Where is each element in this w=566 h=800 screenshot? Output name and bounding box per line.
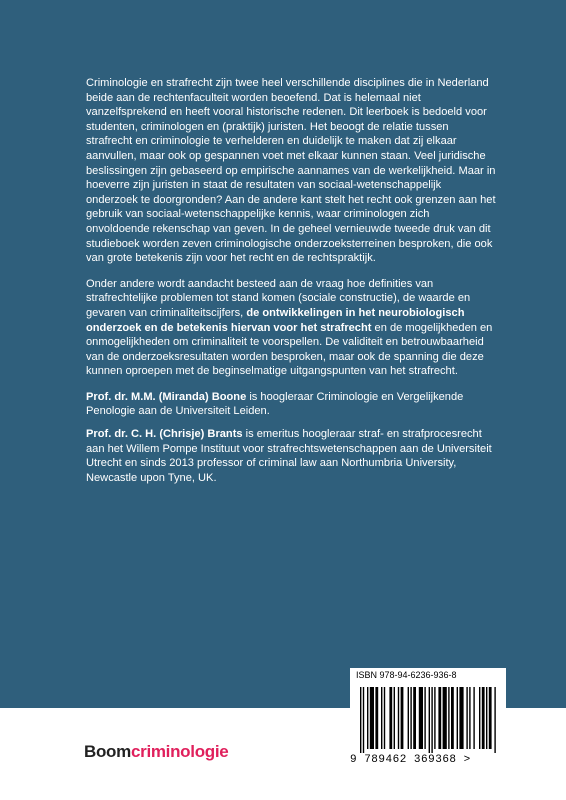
barcode-bar: [360, 687, 361, 753]
barcode-bar: [451, 687, 454, 749]
barcode-bar: [419, 687, 423, 749]
barcode-bar: [448, 687, 449, 749]
barcode-bar: [459, 687, 463, 749]
barcode: [350, 683, 506, 770]
barcode-bar: [473, 687, 474, 749]
barcode-bar: [431, 687, 432, 753]
barcode-bar: [482, 687, 485, 749]
barcode-bar: [486, 687, 487, 749]
barcode-bar: [401, 687, 404, 749]
barcode-bar: [370, 687, 374, 749]
barcode-bar: [394, 687, 395, 749]
blurb-paragraph-2-bold: de ontwikkelingen in het neurobiologisch onderzoek en de betekenis hiervan voor het strafrecht: [86, 306, 465, 334]
barcode-bar: [466, 687, 467, 749]
barcode-bar: [479, 687, 480, 749]
barcode-bar: [443, 687, 447, 749]
barcode-bar: [367, 687, 368, 749]
barcode-bar: [363, 687, 364, 753]
blurb-text: [86, 76, 496, 493]
blurb-paragraph-2-end: en de mogelijkheden en onmogelijkheden om criminaliteit te voorspellen. De validiteit en betrouwbaarheid van de onderzoeksresultaten worden besproken, maar ook de spanning die deze kunnen oproepen met de beginselmatige uitgangspunten van het strafrecht.: [86, 321, 493, 378]
barcode-digits: 9 789462 369368 >: [350, 754, 471, 766]
barcode-bar: [410, 687, 411, 749]
barcode-bar: [438, 687, 441, 749]
barcode-bar: [375, 687, 378, 749]
blurb-paragraph-2-start: Onder andere wordt aandacht besteed aan de vraag hoe definities van strafrechtelijke problemen tot stand komen (sociale constructie), de waarde en gevaren van criminaliteitscijfers,: [86, 277, 471, 319]
barcode-bars: [350, 683, 506, 755]
barcode-bar: [469, 687, 470, 749]
barcode-bar: [413, 687, 416, 749]
author-2-name: Prof. dr. C. H. (Chrisje) Brants: [86, 428, 243, 441]
isbn-label: ISBN 978-94-6236-936-8: [350, 668, 506, 683]
publisher-logo-series: criminologie: [130, 742, 229, 761]
author-1-description: is hoogleraar Criminologie en Vergelijkende Penologie aan de Universiteit Leiden.: [86, 390, 464, 418]
barcode-bar: [457, 687, 458, 749]
barcode-bar: [434, 687, 435, 749]
barcode-bar: [424, 687, 425, 749]
barcode-bar: [398, 687, 399, 749]
blurb-paragraph-2: [86, 277, 496, 379]
barcode-bar: [389, 687, 392, 749]
barcode-bar: [408, 687, 409, 749]
author-2-bio: [86, 427, 496, 485]
author-1-name: Prof. dr. M.M. (Miranda) Boone: [86, 390, 247, 403]
publisher-logo-boom: Boom: [84, 742, 131, 761]
barcode-bar: [429, 687, 430, 753]
barcode-bar: [494, 687, 495, 753]
barcode-bar: [381, 687, 382, 749]
author-2-description: is emeritus hoogleraar straf- en strafprocesrecht aan het Willem Pompe Instituut voor strafrechtswetenschappen aan de Universiteit Utrecht en sinds 2013 professor of criminal law aan Northumbria University, Newcastle upon Tyne, UK.: [86, 428, 492, 484]
blurb-paragraph-1: Criminologie en strafrecht zijn twee heel verschillende disciplines die in Nederland beide aan de rechtenfaculteit worden beoefend. Dat is helemaal niet vanzelfsprekend en heeft vooral historische redenen. Dit leerboek is bedoeld voor studenten, criminologen en (praktijk) juristen. Het beoogt de relatie tussen strafrecht en criminologie te verhelderen en duidelijk te maken dat zij elkaar aanvullen, maar ook op gespannen voet met elkaar kunnen staan. Veel juridische beslissingen zijn gebaseerd op empirische aannames van de werkelijkheid. Maar in hoeverre zijn juristen in staat de resultaten van sociaal-wetenschappelijk onderzoek te doorgronden? Aan de andere kant stelt het recht ook grenzen aan het gebruik van sociaal-wetenschappelijke kennis, waar criminologen zich onvoldoende rekenschap van geven. In de geheel vernieuwde tweede druk van dit studieboek worden zeven criminologische onderzoeksterreinen besproken, die ook van grote betekenis zijn voor het recht en de rechtspraktijk.: [86, 77, 496, 265]
barcode-bar: [384, 687, 385, 749]
publisher-logo: [84, 742, 228, 762]
barcode-bar: [489, 687, 492, 749]
author-1-bio: [86, 390, 496, 419]
